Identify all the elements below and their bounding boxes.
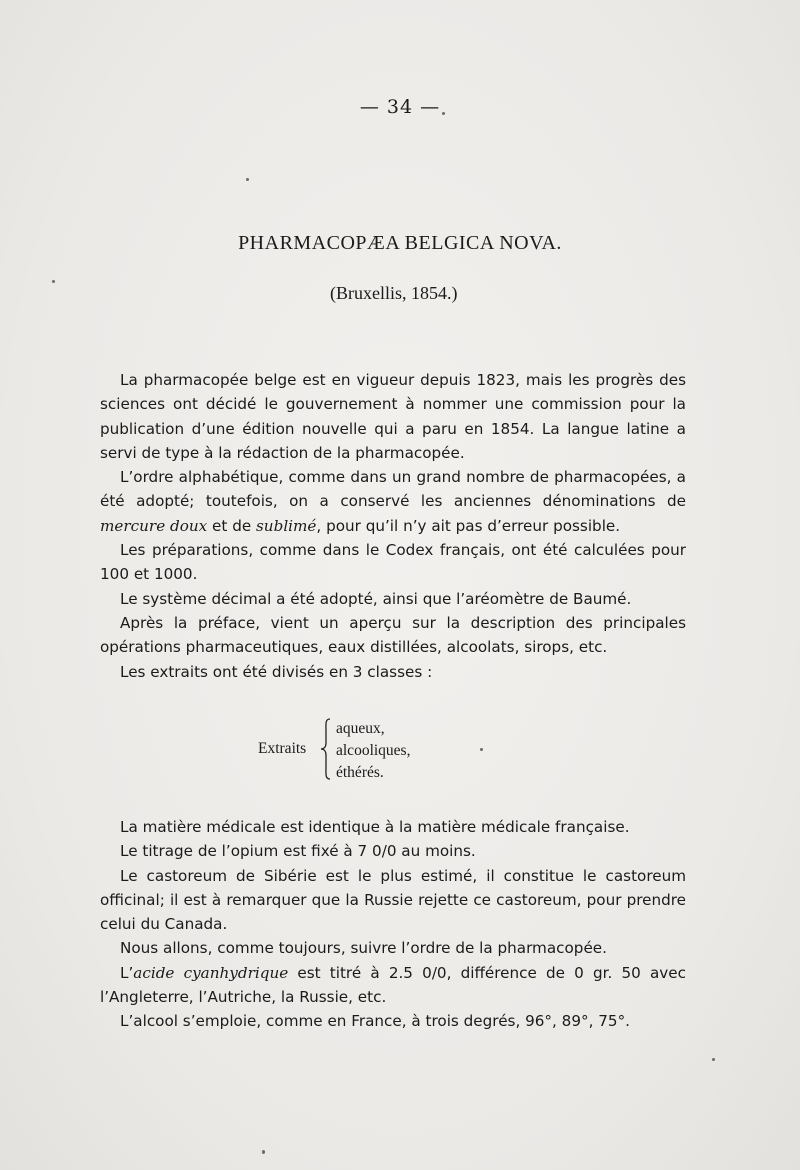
paper-speck	[262, 1150, 265, 1154]
paper-speck	[246, 178, 249, 181]
text-run: Le castoreum de Sibérie est le plus estimé, il constitue le castoreum officinal; il est à remarquer que la Russie rejette ce castoreum, pour prendre celui du Canada.	[100, 866, 686, 934]
paper-speck	[480, 748, 483, 751]
text-run: La pharmacopée belge est en vigueur depuis 1823, mais les progrès des sciences ont décidé le gouvernement à nommer une commission pour la publication d’une édition nouvelle qui a paru en 1854. La langue latine a servi de type à la rédaction de la pharmacopée.	[100, 371, 686, 462]
paragraph	[100, 839, 686, 863]
italic-term: sublimé	[256, 516, 317, 535]
text-run: Le système décimal a été adopté, ainsi que l’aréomètre de Baumé.	[120, 589, 632, 608]
text-run: L’alcool s’emploie, comme en France, à trois degrés, 96°, 89°, 75°.	[120, 1012, 630, 1031]
paragraph	[100, 368, 686, 465]
text-run: Nous allons, comme toujours, suivre l’ordre de la pharmacopée.	[120, 939, 607, 958]
extraits-item: alcooliques,	[336, 742, 411, 759]
paragraph	[100, 936, 686, 960]
italic-term: acide cyanhydrique	[133, 963, 289, 982]
paper-speck	[52, 280, 55, 283]
page-number: — 34 —	[359, 96, 441, 118]
paper-speck	[712, 1058, 715, 1061]
text-block-top	[100, 368, 686, 684]
text-run: L’ordre alphabétique, comme dans un grand nombre de pharmacopées, a été adopté; toutefois, on a conservé les anciennes dénominations de	[100, 468, 686, 511]
subtitle: (Bruxellis, 1854.)	[330, 283, 458, 303]
extraits-item: aqueux,	[336, 720, 385, 737]
extraits-list	[336, 718, 410, 784]
paragraph	[100, 864, 686, 937]
text-run: et de	[207, 516, 257, 535]
paragraph	[100, 961, 686, 1010]
text-run: Les préparations, comme dans le Codex français, ont été calculées pour 100 et 1000.	[100, 541, 686, 584]
paragraph	[100, 538, 686, 587]
text-run: La matière médicale est identique à la matière médicale française.	[120, 818, 630, 836]
text-block-bottom	[100, 815, 686, 1034]
left-brace-icon	[320, 718, 332, 780]
text-run: est titré à 2.5 0/0, différence de 0 gr. 50 avec l’Angleterre, l’Autriche, la Russie, etc.	[100, 963, 686, 1007]
page-title: PHARMACOPÆA BELGICA NOVA.	[238, 232, 562, 254]
text-run: L’	[120, 963, 134, 982]
italic-term: mercure doux	[100, 516, 208, 535]
paragraph	[100, 611, 686, 660]
paragraph	[100, 587, 686, 611]
paragraph	[100, 465, 686, 538]
text-run: Le titrage de l’opium est fixé à 7 0/0 au moins.	[120, 842, 476, 861]
extraits-item: éthérés.	[336, 764, 384, 781]
text-run: Après la préface, vient un aperçu sur la description des principales opérations pharmaceutiques, eaux distillées, alcoolats, sirops, etc.	[100, 613, 686, 657]
paragraph	[100, 660, 686, 684]
paragraph	[100, 1009, 686, 1033]
extraits-label: Extraits	[258, 740, 307, 757]
paragraph	[100, 815, 686, 839]
text-run: , pour qu’il n’y ait pas d’erreur possible.	[316, 516, 621, 535]
paper-speck	[442, 112, 445, 115]
text-run: Les extraits ont été divisés en 3 classes :	[120, 662, 433, 681]
